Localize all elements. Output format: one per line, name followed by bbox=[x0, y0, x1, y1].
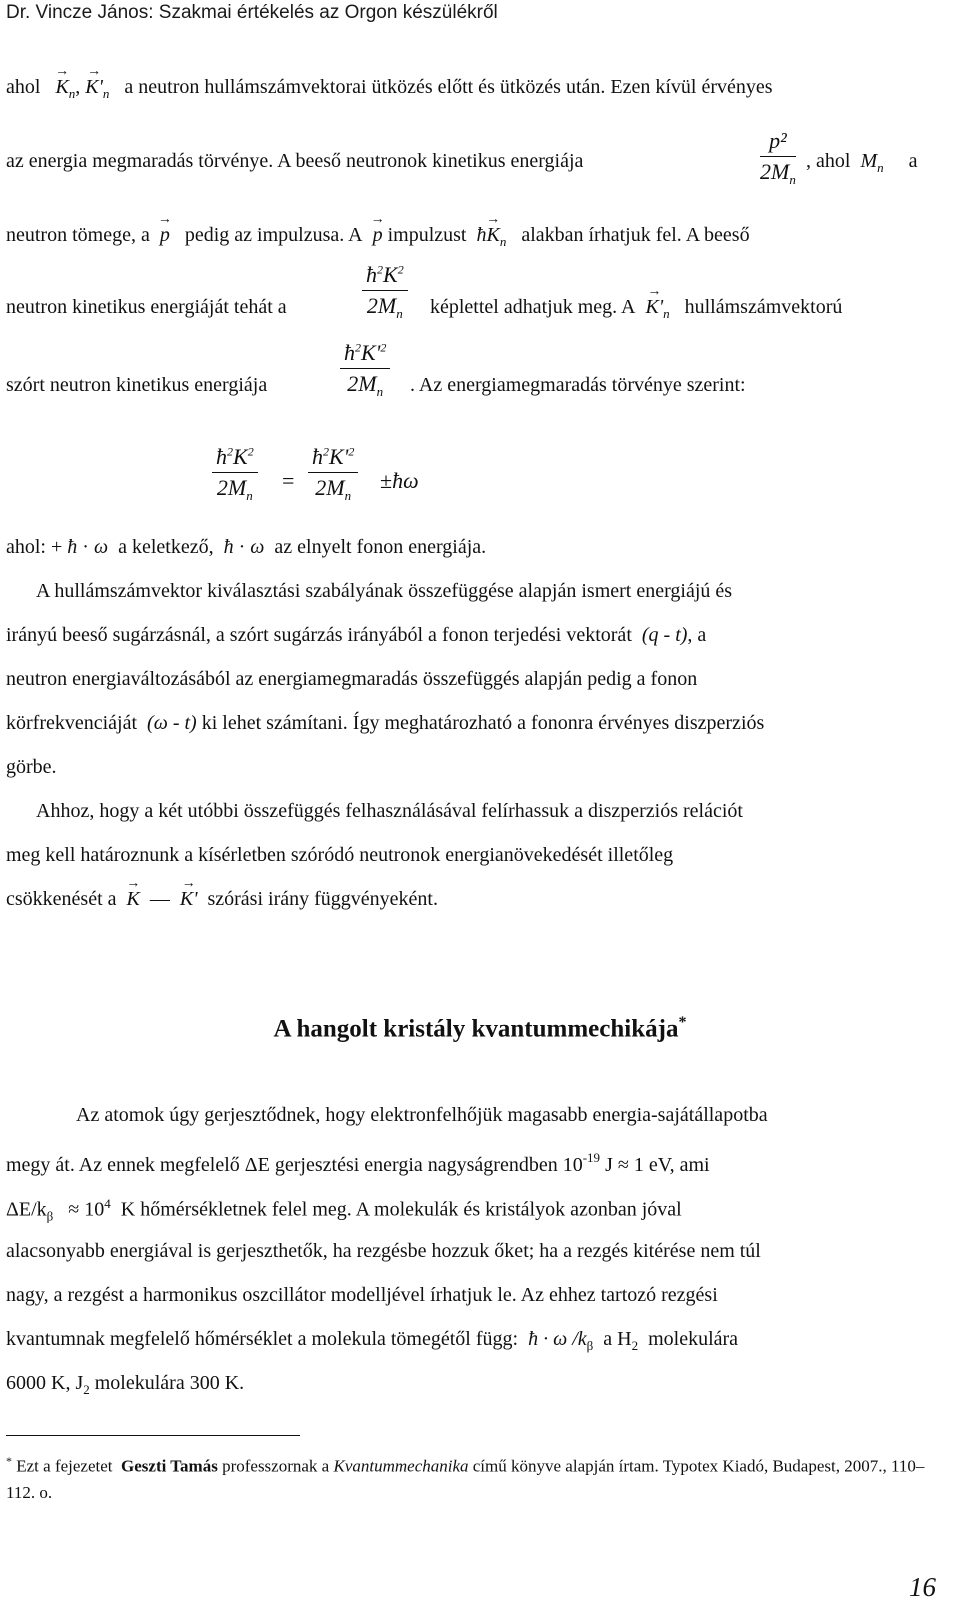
footnote: * Ezt a fejezetet Geszti Tamás professzornak a Kvantummechanika című könyve alapján írtam. Typotex Kiadó, Budapest, 2007., 110–112. o. bbox=[6, 1454, 925, 1502]
intro-line-1 bbox=[6, 76, 773, 102]
para2-line-1: Ahhoz, hogy a két utóbbi összefüggés felhasználásával felírhassuk a diszperziós relációt bbox=[36, 800, 743, 822]
section-heading: A hangolt kristály kvantummechikája* bbox=[273, 1014, 687, 1043]
K-vector: → K bbox=[486, 224, 499, 247]
p-vector: → p bbox=[160, 224, 170, 247]
para3-line-1: Az atomok úgy gerjesztődnek, hogy elektronfelhőjük magasabb energia-sajátállapotba bbox=[76, 1104, 768, 1126]
p-vector: → p bbox=[373, 224, 383, 247]
intro-line-5: szórt neutron kinetikus energiája bbox=[6, 374, 268, 396]
intro-line-2 bbox=[6, 150, 583, 173]
intro-line-5-tail: . Az energiamegmaradás törvénye szerint: bbox=[410, 374, 746, 396]
K-vector: → K bbox=[127, 888, 140, 911]
intro-line-6: ahol: + ħ · ω a keletkező, ħ · ω az elnyelt fonon energiája. bbox=[6, 536, 487, 558]
subscript: n bbox=[102, 86, 110, 101]
para1-line-3: neutron energiaváltozásából az energiamegmaradás összefüggés alapján pedig a fonon bbox=[6, 668, 698, 690]
fraction-hbar2Kp2-over-2M: $ħ^2K'^2$ $2M_n$ bbox=[340, 340, 390, 400]
para3-line-4: alacsonyabb energiával is gerjeszthetők, ha rezgésbe hozzuk őket; ha a rezgés kitérése nem túl bbox=[6, 1240, 761, 1262]
intro-line-2-tail: , ahol $M_n$ a bbox=[806, 150, 918, 175]
text: ahol bbox=[6, 76, 41, 98]
K-prime-vector: → K' bbox=[646, 296, 664, 319]
comma: , bbox=[75, 76, 81, 98]
K-prime-vector: → K' bbox=[85, 76, 103, 99]
para3-line-7: 6000 K, $J_2$ molekulára 300 K. bbox=[6, 1372, 245, 1397]
equation-rhs: $ħ^2K'^2$ $2M_n$ bbox=[308, 444, 358, 504]
para1-line-5: görbe. bbox=[6, 756, 57, 778]
para2-line-3: csökkenését a → K — → K' szórási irány függvényeként. bbox=[6, 888, 438, 911]
footnote-rule bbox=[6, 1435, 300, 1436]
intro-line-4-tail: képlettel adhatjuk meg. $A \to K'_n$ hullámszámvektorú bbox=[430, 296, 842, 322]
text: az energia megmaradás törvénye. A beeső neutronok kinetikus energiája bbox=[6, 150, 584, 172]
page-header: Dr. Vincze János: Szakmai értékelés az Orgon készülékről bbox=[6, 2, 498, 23]
para1-line-4: körfrekvenciáját (ω - t) ki lehet számítani. Így meghatározható a fononra érvényes diszperziós bbox=[6, 712, 765, 734]
fraction-hbar2K2-over-2M: $ħ^2K^2$ $2M_n$ bbox=[362, 262, 408, 322]
fraction-p2-over-2M: p² $2M_n$ bbox=[760, 128, 796, 187]
equals-sign: = bbox=[282, 468, 295, 493]
K-vector: → K bbox=[55, 76, 68, 99]
equation-lhs: $ħ^2K^2$ $2M_n$ bbox=[212, 444, 258, 504]
K-prime-vector: → K' bbox=[180, 888, 198, 911]
para3-line-6: kvantumnak megfelelő hőmérséklet a molekula tömegétől függ: ħ · ω $/k_\beta$ a $H_2$ molekulára bbox=[6, 1328, 739, 1353]
para1-line-1: A hullámszámvektor kiválasztási szabályának összefüggése alapján ismert energiájú és bbox=[36, 580, 733, 602]
para3-line-3: $\Delta E/k_\beta$ ≈ $10^4$ K hőmérsékletnek felel meg. A molekulák és kristályok azonban jóval bbox=[6, 1196, 682, 1224]
para3-line-5: nagy, a rezgést a harmonikus oszcillátor modelljével írhatjuk le. Az ehhez tartozó rezgési bbox=[6, 1284, 718, 1306]
pm-hbar-omega: ±ħω bbox=[380, 468, 419, 493]
para1-line-2: irányú beeső sugárzásnál, a szórt sugárzás irányából a fonon terjedési vektorát (q - t), a bbox=[6, 624, 707, 646]
intro-line-4: neutron kinetikus energiáját tehát a bbox=[6, 296, 287, 318]
page-number: 16 bbox=[909, 1572, 936, 1602]
text: a neutron hullámszámvektorai ütközés előtt és ütközés után. Ezen kívül érvényes bbox=[124, 76, 773, 98]
para2-line-2: meg kell határoznunk a kísérletben szóródó neutronok energianövekedését illetőleg bbox=[6, 844, 674, 866]
subscript: n bbox=[68, 86, 76, 101]
intro-line-3: neutron tömege, a → p pedig az impulzusa. A → p impulzust ħ→ $K_n$ alakban írhatjuk fel. A beeső bbox=[6, 224, 750, 250]
para3-line-2: megy át. Az ennek megfelelő ΔE gerjesztési energia nagyságrendben $10^{-19}$ J ≈ 1 eV, ami bbox=[6, 1150, 710, 1176]
